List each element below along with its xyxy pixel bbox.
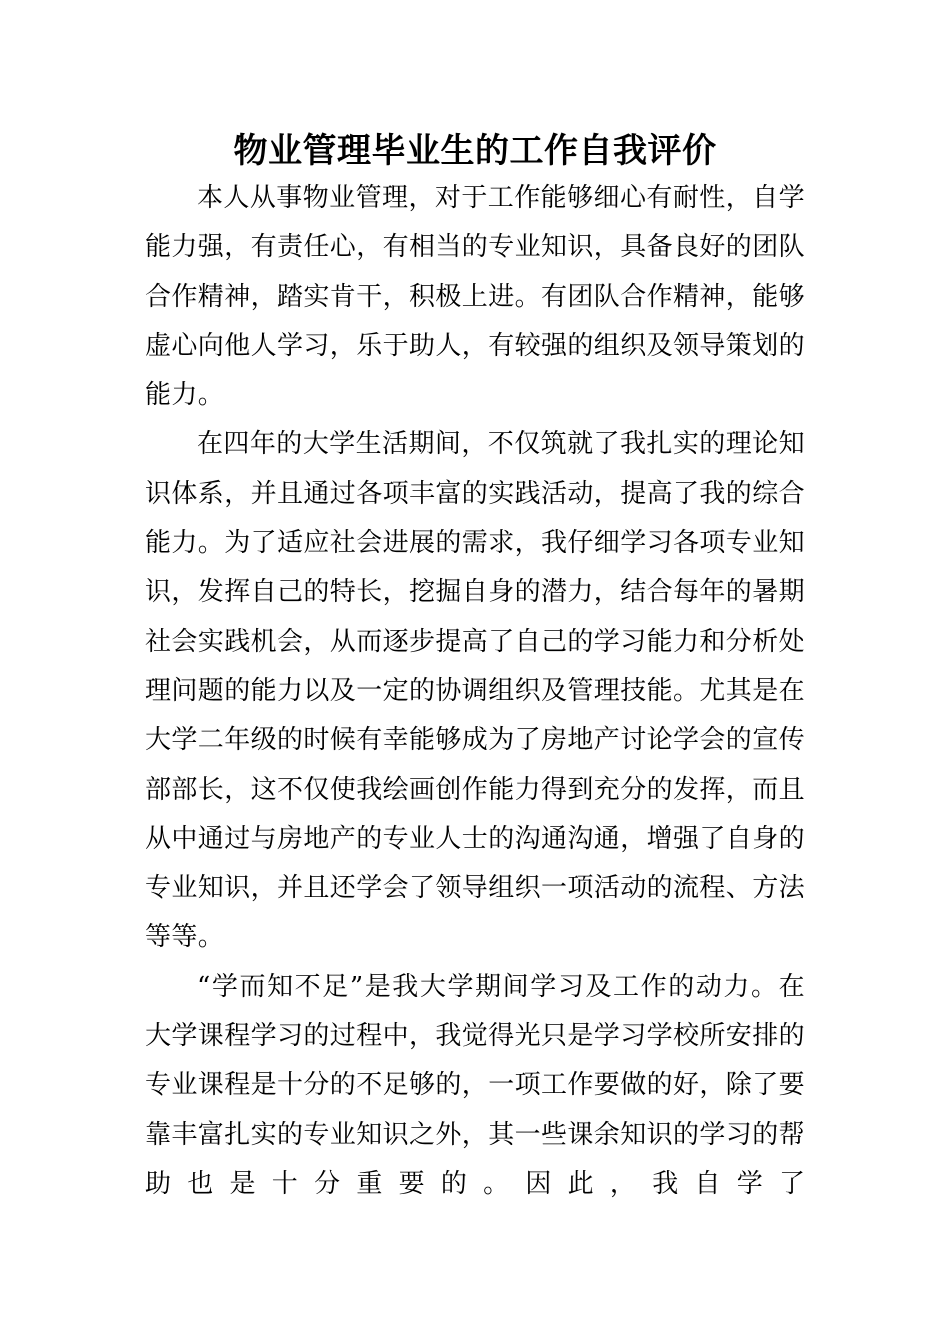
char: 了 (778, 1168, 805, 1199)
paragraph-1: 本人从事物业管理，对于工作能够细心有耐性，自学能力强，有责任心，有相当的专业知识，具备良好的团队合作精神，踏实肯干，积极上进。有团队合作精神，能够虚心向他人学习，乐于助人，有较强的组织及领导策划的能力。 (145, 183, 806, 411)
char: ， (609, 1168, 636, 1199)
document-page (145, 128, 805, 1209)
char: 自 (694, 1168, 721, 1199)
char: 。 (483, 1168, 510, 1199)
char: 此 (567, 1168, 594, 1199)
char: 的 (440, 1168, 467, 1199)
document-title: 物业管理毕业生的工作自我评价 (233, 131, 717, 171)
char: 要 (398, 1168, 425, 1199)
char: 重 (356, 1168, 383, 1199)
paragraph-3: “学而知不足”是我大学期间学习及工作的动力。在大学课程学习的过程中，我觉得光只是学习学校所安排的专业课程是十分的不足够的，一项工作要做的好，除了要靠丰富扎实的专业知识之外，其一些课余知识的学习的帮 (145, 971, 806, 1150)
char: 助 (145, 1168, 172, 1199)
char: 十 (271, 1168, 298, 1199)
char: 我 (652, 1168, 679, 1199)
char: 因 (525, 1168, 552, 1199)
char: 学 (736, 1168, 763, 1199)
char: 分 (314, 1168, 341, 1199)
paragraph-2: 在四年的大学生活期间，不仅筑就了我扎实的理论知识体系，并且通过各项丰富的实践活动，提高了我的综合能力。为了适应社会进展的需求，我仔细学习各项专业知识，发挥自己的特长，挖掘自身的潜力，结合每年的暑期社会实践机会，从而逐步提高了自己的学习能力和分析处理问题的能力以及一定的协调组织及管理技能。尤其是在大学二年级的时候有幸能够成为了房地产讨论学会的宣传部部长，这不仅使我绘画创作能力得到充分的发挥，而且从中通过与房地产的专业人士的沟通沟通，增强了自身的专业知识，并且还学会了领导组织一项活动的流程、方法等等。 (145, 429, 806, 953)
char: 是 (229, 1168, 256, 1199)
paragraph-3-last-line (145, 1160, 805, 1209)
char: 也 (187, 1168, 214, 1199)
